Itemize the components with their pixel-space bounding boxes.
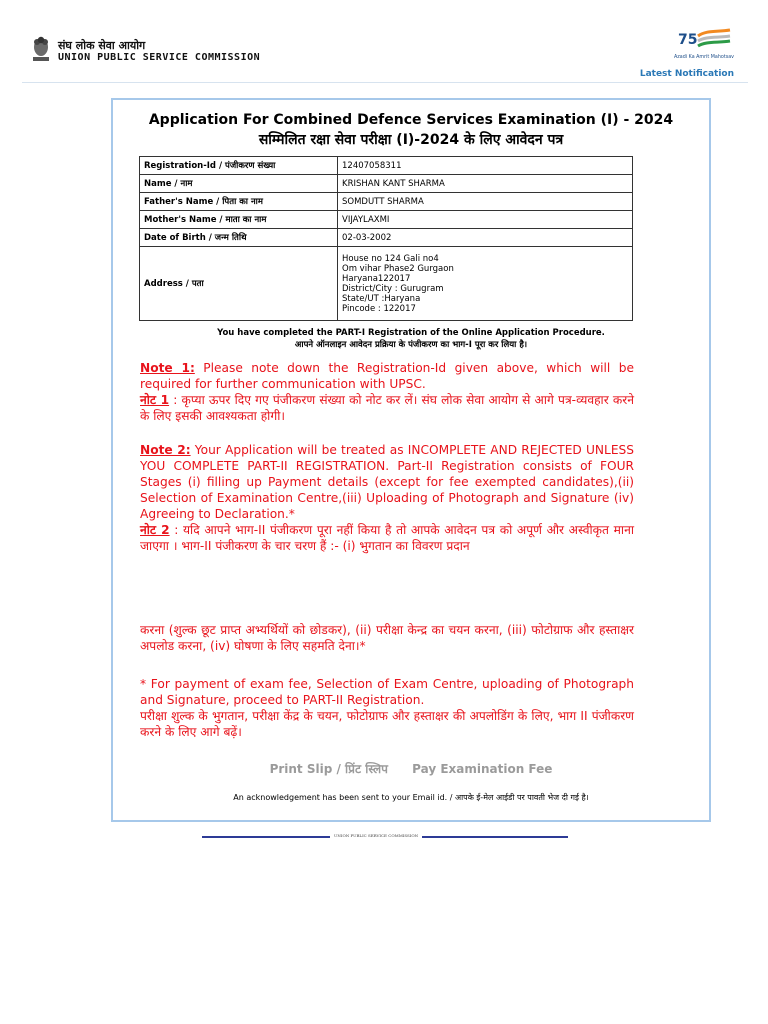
org-name-english: UNION PUBLIC SERVICE COMMISSION: [58, 52, 261, 63]
action-links: [113, 760, 709, 777]
address-line: Haryana122017: [342, 273, 411, 284]
note1-text-hindi: : कृप्या ऊपर दिए गए पंजीकरण संख्या को नोट कर लें। संघ लोक सेवा आयोग से आगे पत्र-व्यवहार करने के लिए इसकी आवश्यकता होगी।: [140, 393, 634, 423]
note2-label-hindi: नोट 2: [140, 523, 170, 537]
note1-label: Note 1:: [140, 361, 195, 375]
address-line: District/City : Gurugram: [342, 283, 444, 294]
table-row: [140, 247, 633, 321]
table-row: [140, 157, 633, 175]
note1-label-hindi: नोट 1: [140, 393, 170, 407]
name-label: Name / नाम: [140, 175, 338, 193]
payment-instruction-hindi: परीक्षा शुल्क के भुगतान, परीक्षा केंद्र के चयन, फोटोग्राफ और हस्ताक्षर की अपलोडिंग के लिए, भाग II पंजीकरण करने के लिए आगे बढ़ें।: [140, 709, 634, 739]
table-row: [140, 193, 633, 211]
mother-name-label: Mother's Name / माता का नाम: [140, 211, 338, 229]
logo-badge-number: 75: [678, 32, 698, 48]
registration-id-label: Registration-Id / पंजीकरण संख्या: [140, 157, 338, 175]
dob-value: 02-03-2002: [338, 229, 633, 247]
note1-text: Please note down the Registration-Id given above, which will be required for further communication with UPSC.: [140, 361, 634, 391]
father-name-value: SOMDUTT SHARMA: [338, 193, 633, 211]
address-line: Om vihar Phase2 Gurgaon: [342, 263, 454, 274]
pay-examination-fee-button[interactable]: Pay Examination Fee: [412, 762, 553, 776]
mother-name-value: VIJAYLAXMI: [338, 211, 633, 229]
table-row: [140, 211, 633, 229]
header-divider: [22, 82, 748, 83]
table-row: [140, 175, 633, 193]
payment-instruction-english: * For payment of exam fee, Selection of Exam Centre, uploading of Photograph and Signature, proceed to PART-II Registration.: [140, 677, 634, 707]
form-title-english: Application For Combined Defence Services Examination (I) - 2024: [148, 112, 674, 128]
registration-id-value: 12407058311: [338, 157, 633, 175]
address-value: [338, 247, 633, 321]
note2-label: Note 2:: [140, 443, 191, 457]
address-label: Address / पता: [140, 247, 338, 321]
father-name-label: Father's Name / पिता का नाम: [140, 193, 338, 211]
note2-text: Your Application will be treated as INCOMPLETE AND REJECTED UNLESS YOU COMPLETE PART-II REGISTRATION. Part-II Registration consists of FOUR Stages (i) filling up Payment details (except for fee exempted candidates),(ii) Selection of Examination Centre,(iii) Uploading of Photograph and Signature (iv) Agreeing to Declaration.*: [140, 443, 634, 521]
logo-text: Azadi Ka Amrit Mahotsav: [674, 54, 735, 60]
note2-english: [140, 442, 634, 522]
completion-message-hindi: आपने ऑनलाइन आवेदन प्रक्रिया के पंजीकरण का भाग-I पूरा कर लिया है।: [294, 340, 528, 350]
page-break-gap: [113, 566, 709, 620]
address-line: Pincode : 122017: [342, 303, 416, 314]
print-slip-button[interactable]: Print Slip / प्रिंट स्लिप: [269, 762, 388, 776]
registration-details-table: [139, 156, 633, 321]
national-emblem-icon: [30, 33, 52, 63]
note2-hindi: [140, 522, 634, 554]
address-line: House no 124 Gali no4: [342, 253, 439, 264]
page-header: [0, 0, 768, 80]
acknowledgement-message: An acknowledgement has been sent to your Email id. / आपके ई-मेल आईडी पर पावती भेज दी गई है।: [233, 793, 589, 802]
table-row: [140, 229, 633, 247]
note1-english: [140, 360, 634, 392]
completion-message-english: You have completed the PART-I Registration of the Online Application Procedure.: [217, 328, 605, 338]
azadi-ka-amrit-mahotsav-logo: [672, 28, 736, 70]
dob-label: Date of Birth / जन्म तिथि: [140, 229, 338, 247]
latest-notification-link[interactable]: Latest Notification: [639, 69, 734, 79]
note1-hindi: [140, 392, 634, 424]
form-title-hindi: सम्मिलित रक्षा सेवा परीक्षा (I)-2024 के लिए आवेदन पत्र: [258, 132, 564, 148]
footer-org-name: UNION PUBLIC SERVICE COMMISSION: [330, 833, 422, 838]
name-value: KRISHAN KANT SHARMA: [338, 175, 633, 193]
org-name-hindi: संघ लोक सेवा आयोग: [58, 39, 146, 52]
note2-hindi-continued: करना (शुल्क छूट प्राप्त अभ्यर्थियों को छोडकर), (ii) परीक्षा केन्द्र का चयन करना, (iii) फोटोग्राफ और हस्ताक्षर अपलोड करना, (iv) घोषणा के लिए सहमति देना।*: [140, 623, 634, 653]
address-line: State/UT :Haryana: [342, 293, 421, 304]
note2-text-hindi: : यदि आपने भाग-II पंजीकरण पूरा नहीं किया है तो आपके आवेदन पत्र को अपूर्ण और अस्वीकृत माना जाएगा । भाग-II पंजीकरण के चार चरण हैं :- (i) भुगतान का विवरण प्रदान: [140, 523, 634, 553]
application-card: [111, 98, 711, 822]
